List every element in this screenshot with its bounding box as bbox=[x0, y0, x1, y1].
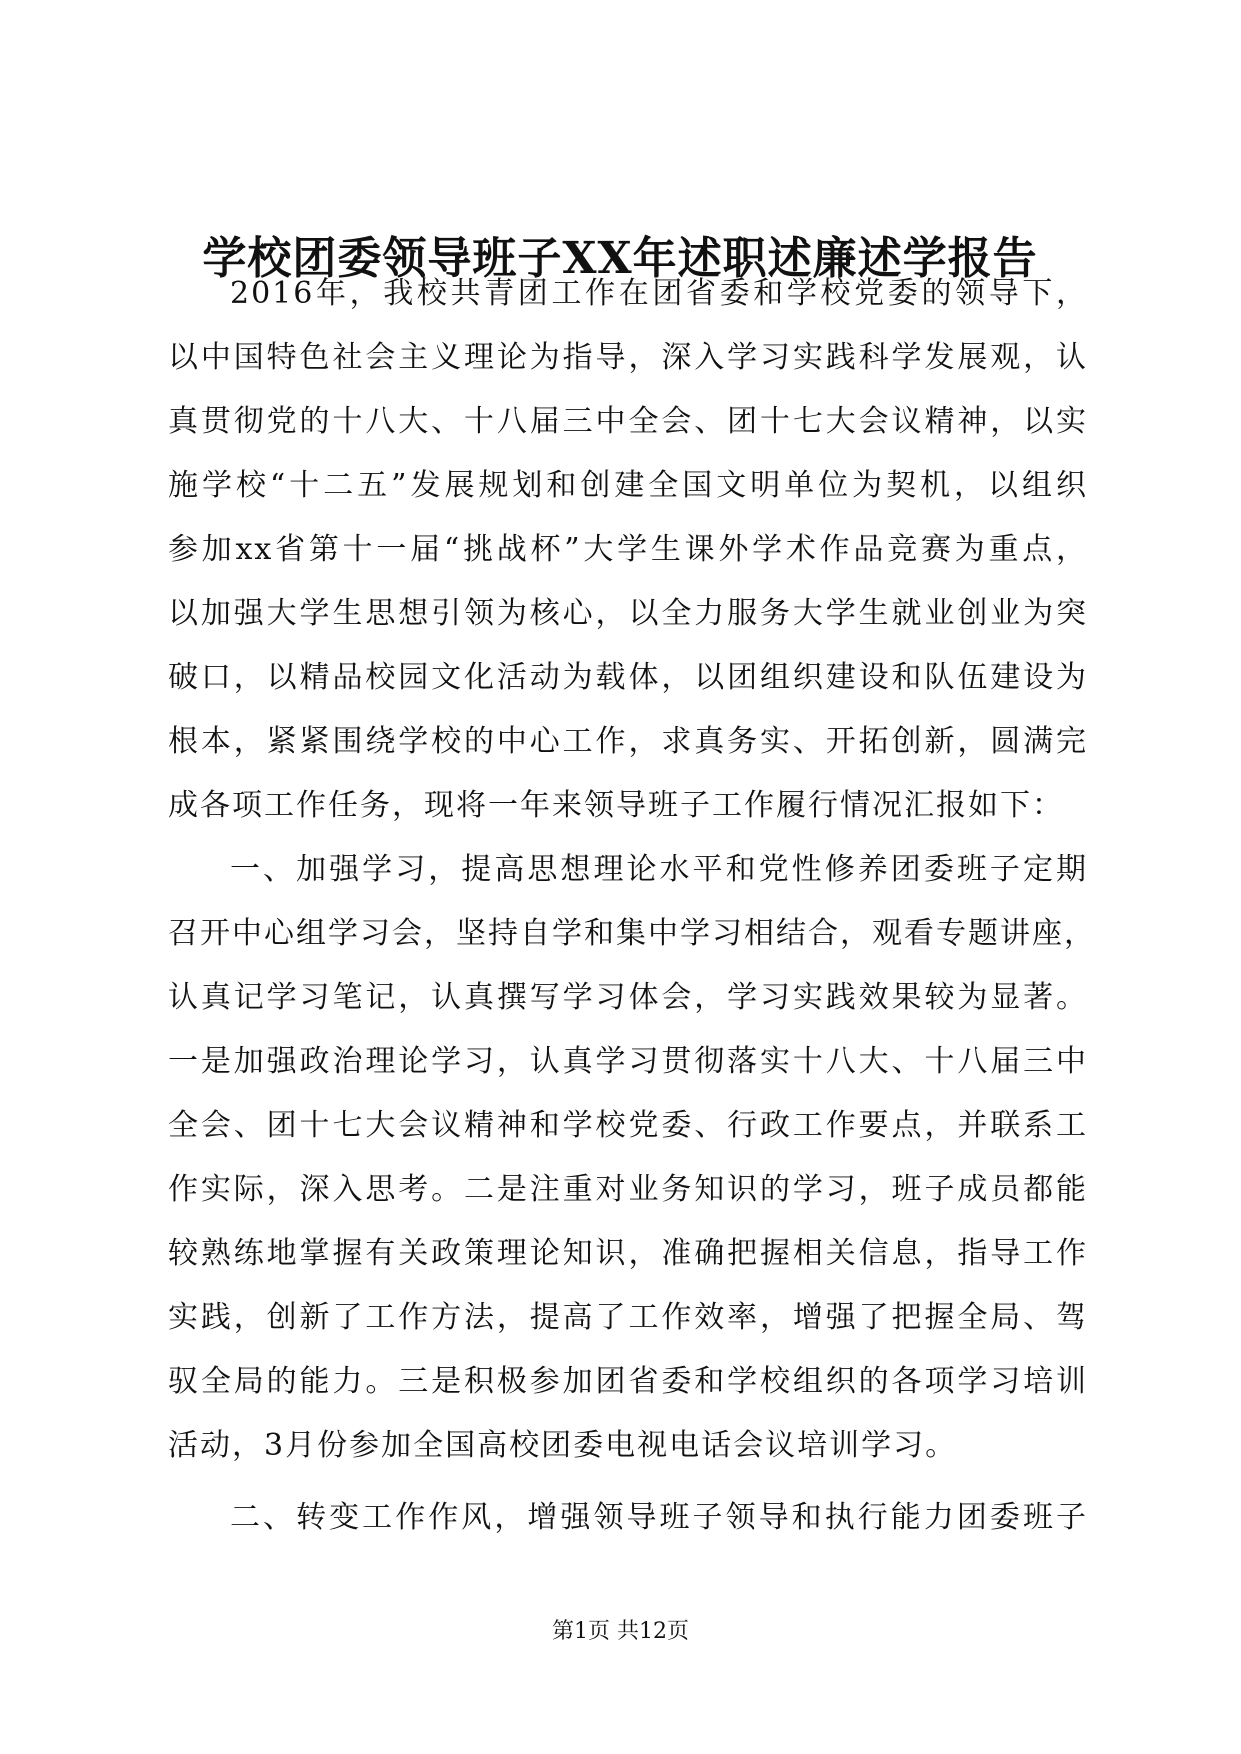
paragraph-line: 根本，紧紧围绕学校的中心工作，求真务实、开拓创新，圆满完 bbox=[168, 724, 1088, 759]
paragraph-line: 成各项工作任务，现将一年来领导班子工作履行情况汇报如下： bbox=[168, 788, 1064, 823]
document-title: 学校团委领导班子XX年述职述廉述学报告 bbox=[202, 233, 1038, 284]
paragraph-line: 以加强大学生思想引领为核心，以全力服务大学生就业创业为突 bbox=[168, 596, 1088, 631]
paragraph-line: 作实际，深入思考。二是注重对业务知识的学习，班子成员都能 bbox=[168, 1172, 1088, 1207]
paragraph-line: 破口，以精品校园文化活动为载体，以团组织建设和队伍建设为 bbox=[168, 660, 1088, 695]
paragraph-line: 认真记学习笔记，认真撰写学习体会，学习实践效果较为显著。 bbox=[168, 980, 1088, 1015]
paragraph-line: 较熟练地掌握有关政策理论知识，准确把握相关信息，指导工作 bbox=[168, 1236, 1088, 1271]
paragraph-line: 实践，创新了工作方法，提高了工作效率，增强了把握全局、驾 bbox=[168, 1300, 1088, 1335]
paragraph-line: 真贯彻党的十八大、十八届三中全会、团十七大会议精神，以实 bbox=[168, 404, 1088, 439]
paragraph-line: 全会、团十七大会议精神和学校党委、行政工作要点，并联系工 bbox=[168, 1108, 1088, 1143]
paragraph-line: 一、加强学习，提高思想理论水平和党性修养团委班子定期 bbox=[230, 852, 1088, 887]
paragraph-line: 施学校“十二五”发展规划和创建全国文明单位为契机，以组织 bbox=[168, 468, 1088, 503]
paragraph-line: 召开中心组学习会，坚持自学和集中学习相结合，观看专题讲座， bbox=[168, 916, 1096, 951]
paragraph-line: 活动，3月份参加全国高校团委电视电话会议培训学习。 bbox=[168, 1428, 958, 1463]
paragraph-line: 驭全局的能力。三是积极参加团省委和学校组织的各项学习培训 bbox=[168, 1364, 1088, 1399]
page-number: 第1页 共12页 bbox=[552, 1619, 689, 1644]
paragraph-line: 二、转变工作作风，增强领导班子领导和执行能力团委班子 bbox=[230, 1500, 1088, 1535]
paragraph-line: 一是加强政治理论学习，认真学习贯彻落实十八大、十八届三中 bbox=[168, 1044, 1088, 1079]
paragraph-line: 以中国特色社会主义理论为指导，深入学习实践科学发展观，认 bbox=[168, 340, 1088, 375]
paragraph-line: 2016年，我校共青团工作在团省委和学校党委的领导下， bbox=[230, 276, 1088, 311]
paragraph-line: 参加xx省第十一届“挑战杯”大学生课外学术作品竞赛为重点， bbox=[168, 532, 1088, 567]
document-body bbox=[168, 262, 1096, 1550]
